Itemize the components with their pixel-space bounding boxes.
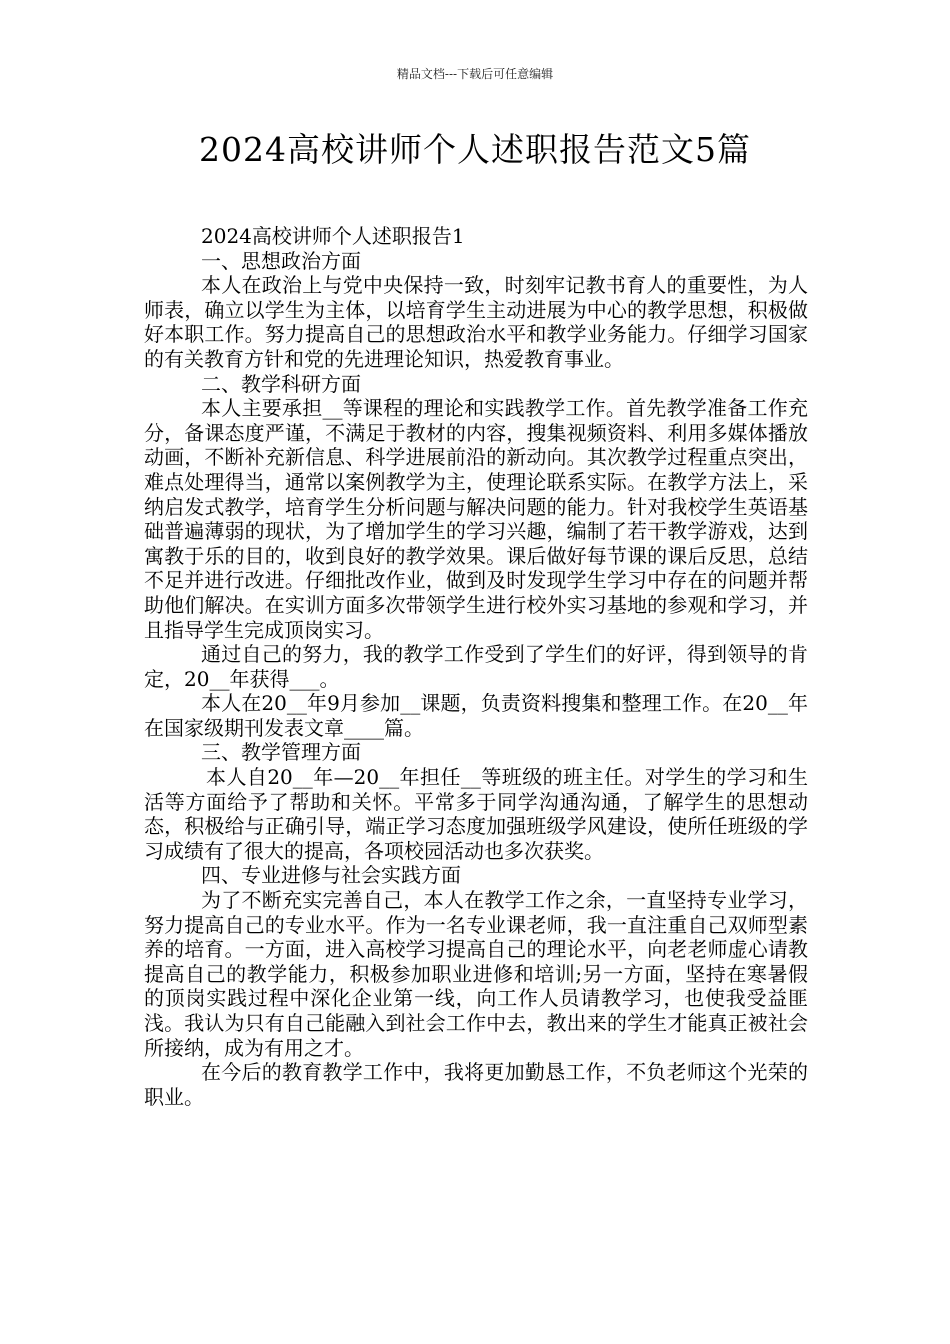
section-heading: 四、专业进修与社会实践方面 — [201, 863, 461, 888]
header-note: 精品文档---下载后可任意编辑 — [396, 67, 554, 81]
body-paragraph: 本人主要承担__等课程的理论和实践教学工作。首先教学准备工作充分，备课态度严谨，不满足于教材的内容，搜集视频资料、利用多媒体播放动画，不断补充新信息、科学进展前沿的新动向。其次教学过程重点突出，难点处理得当，通常以案例教学为主，使理论联系实际。在教学方法上，采纳启发式教学，培育学生分析问题与解决问题的能力。针对我校学生英语基础普遍薄弱的现状，为了增加学生的学习兴趣，编制了若干教学游戏，达到寓教于乐的目的，收到良好的教学效果。课后做好每节课的课后反思，总结不足并进行改进。仔细批改作业，做到及时发现学生学习中存在的问题并帮助他们解决。在实训方面多次带领学生进行校外实习基地的参观和学习，并且指导学生完成顶岗实习。 — [144, 396, 808, 642]
section-heading: 二、教学科研方面 — [201, 371, 361, 396]
section-heading: 一、思想政治方面 — [201, 248, 361, 273]
body-paragraph: 本人在20__年9月参加__课题，负责资料搜集和整理工作。在20__年在国家级期刊发表文章____篇。 — [144, 691, 808, 740]
section-heading: 三、教学管理方面 — [201, 740, 361, 765]
document-title: 2024高校讲师个人述职报告范文5篇 — [199, 130, 751, 169]
body-paragraph: 通过自己的努力，我的教学工作受到了学生们的好评，得到领导的肯定，20__年获得___。 — [144, 642, 808, 691]
body-paragraph: 在今后的教育教学工作中，我将更加勤恳工作，不负老师这个光荣的职业。 — [144, 1060, 808, 1109]
body-paragraph: 本人在政治上与党中央保持一致，时刻牢记教书育人的重要性，为人师表，确立以学生为主体，以培育学生主动进展为中心的教学思想，积极做好本职工作。努力提高自己的思想政治水平和教学业务能力。仔细学习国家的有关教育方针和党的先进理论知识，热爱教育事业。 — [144, 273, 808, 371]
body-paragraph: 为了不断充实完善自己，本人在教学工作之余，一直坚持专业学习，努力提高自己的专业水平。作为一名专业课老师，我一直注重自己双师型素养的培育。一方面，进入高校学习提高自己的理论水平，向老老师虚心请教提高自己的教学能力，积极参加职业进修和培训;另一方面，坚持在寒暑假的顶岗实践过程中深化企业第一线，向工作人员请教学习，也使我受益匪浅。我认为只有自己能融入到社会工作中去，教出来的学生才能真正被社会所接纳，成为有用之才。 — [144, 888, 808, 1060]
section-heading: 2024高校讲师个人述职报告1 — [201, 224, 465, 248]
body-paragraph: 本人自20__年—20__年担任__等班级的班主任。对学生的学习和生活等方面给予了帮助和关怀。平常多于同学沟通沟通，了解学生的思想动态，积极给与正确引导，端正学习态度加强班级学风建设，使所任班级的学习成绩有了很大的提高，各项校园活动也多次获奖。 — [144, 765, 808, 863]
document-body — [144, 224, 808, 1109]
